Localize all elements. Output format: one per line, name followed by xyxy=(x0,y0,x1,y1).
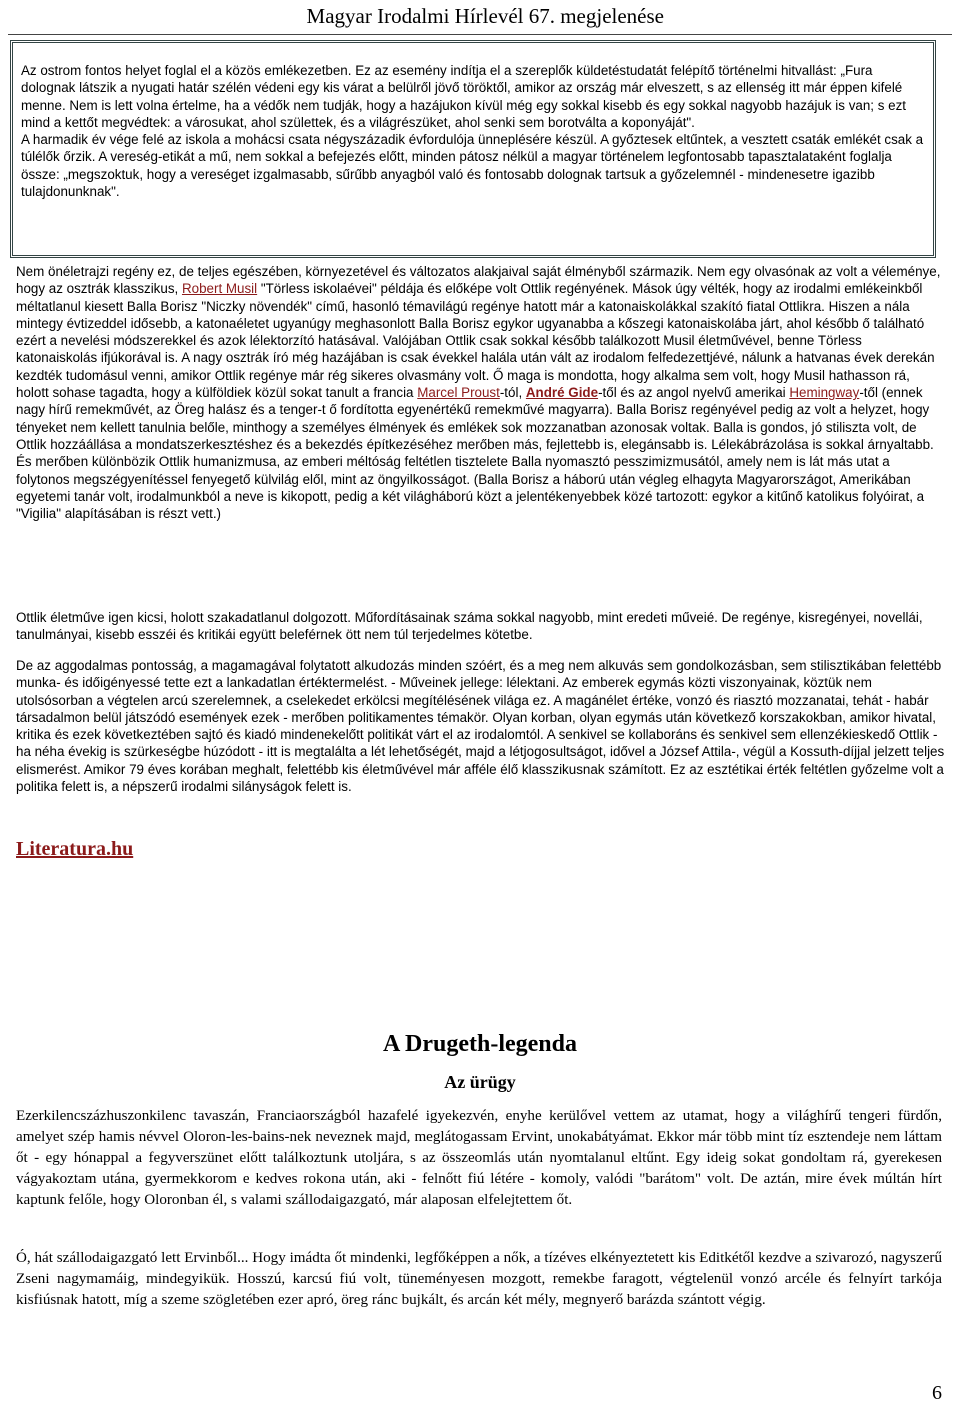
link-marcel-proust[interactable]: Marcel Proust xyxy=(417,385,500,401)
text-segment: -től (ennek nagy hírű remekművét, az Öreg halász és a tenger-t ő fordította egyenértékű remekművé magyarra). Balla Borisz regényével pedig az volt a helyzet, hogy tényeket nem kellett tanulnia belőle, minthogy a személyes élmények és emlékek sok mozzanatban azonosak voltak. Balla is gondos, jó stiliszta volt, de Ottlik hozzáállása a mondatszerkesztéshez és a bekezdés építkezéséhez merőben más, fejlettebb is, elegánsabb is. Lélekábrázolása is sokkal árnyaltabb. És merőben különbözik Ottlik humanizmusa, az emberi méltóság feltétlen tisztelete Balla nyomasztó pesszimizmusától, amely nem is lát más utat a folytonos megszégyenítéssel fenyegető külvilág elől, mint az öngyilkosságot. (Balla Borisz a háború után végleg elhagyta Magyarországot, Amerikában egyetemi tanár volt, irodalmunkból a neve is kikopott, pedig a két világháború közt a jelentékenyebbek közé tartozott: egykor a kitűnő katolikus folyóirat, a "Vigilia" alapításában is részt vett.) xyxy=(16,385,934,522)
paragraph-text: Ezerkilencszázhuszonkilenc tavaszán, Franciaországból hazafelé igyekezvén, enyhe kerülővel vettem az utamat, hogy a világhírű tengeri fürdőn, amelyet szép hamis névvel Oloron-les-bains-nek neveznek majd, meglátogassam Ervint, unokabátyámat. Ekkor már több mint tíz esztendeje nem láttam őt - egy hónappal a fegyverszünet előtt találkoztunk utoljára, s az összeomlás után nyomtalanul eltűnt. Egy ideig sokat gondoltam rá, gyerekesen vágyakoztam utána, gyermekkorom e kedves rokona után, aki - felnőtt fiú létére - komoly, valódi "barátom" volt. De aztán, mire évek múltán hírt kaptunk felőle, hogy Oloronban él, s valami szállodaigazgató, már alaposan elfelejtettem őt. xyxy=(16,1108,942,1208)
article-paragraph-3 xyxy=(16,657,946,795)
text-segment: -tól, xyxy=(499,385,526,401)
newsletter-header: Magyar Irodalmi Hírlevél 67. megjelenése xyxy=(306,4,664,28)
link-robert-musil[interactable]: Robert Musil xyxy=(181,281,258,297)
article-paragraph-1 xyxy=(16,263,946,522)
quote-paragraph-2: A harmadik év vége felé az iskola a mohácsi csata négyszázadik évfordulója ünneplésére készül. A győztesek eltűntek, a vesztett csaták emlékét csak a túlélők őrzik. A vereség-etikát a mű, nem sokkal a befejezés előtt, minden pátosz nélkül a magyar történelem legfontosabb tapasztalataként foglalja össze: „megszoktuk, hogy a vereséget izgalmasabb, sűrűbb anyagból való és fontosabb dolognak tartsuk a győzelemnél - mindenesetre igazibb tulajdonunknak". xyxy=(21,132,924,200)
story-paragraph-2 xyxy=(16,1248,942,1311)
header-divider xyxy=(8,34,952,35)
link-hemingway[interactable]: Hemingway xyxy=(789,385,860,401)
section-title: A Drugeth-legenda xyxy=(383,1031,577,1057)
article-paragraph-2 xyxy=(16,609,946,644)
text-segment: Nem önéletrajzi regény ez, de teljes egészében, környezetével és változatos alakjaival saját élményből származik. Nem egy olvasónak az volt a véleménye, hogy az osztrák klasszikus, xyxy=(16,264,941,297)
story-paragraph-1 xyxy=(16,1106,942,1211)
page-number: 6 xyxy=(932,1382,942,1404)
paragraph-text: De az aggodalmas pontosság, a magamagával folytatott alkudozás minden szóért, és a meg nem alkuvás sem gondolkozásban, sem stilisztikában felettébb munka- és időigényessé tette ezt a lankadatlan értéktermelést. - Műveinek jellege: lélektani. Az emberek egymás közti viszonyainak, köztük nem utolsósorban a végtelen arcú szerelemnek, a cselekedet erkölcsi megítélésének világa ez. A magánélet értéke, vonzó és riasztó mozzanatai, tehát - habár társadalmon belül játszódó események ezek - merőben politikamentes témakör. Olyan korban, olyan egymás után következő korszakokban, amikor hivatal, kritika és ezek következtében sajtó és kiadó mindenekelőtt politikát várt el az irodalomtól. A senkivel se kollaboráns és senkivel sem ellenzékieskedő Ottlik - ha néha évekig is szürkeségbe húzódott - itt is megtalálta a lét lehetőségét, majd a létjogosultságot, idővel a József Attila-, végül a Kossuth-díjjal jelzett teljes elismerést. Amikor 79 éves korában meghalt, felettébb kis életművével már afféle élő klasszikusnak számított. Ez az esztétikai érték feltétlen győzelme volt a politika felett is, a népszerű irodalmi silányságok felett is. xyxy=(16,658,945,795)
section-subtitle: Az ürügy xyxy=(444,1072,516,1092)
paragraph-text: Ottlik életműve igen kicsi, holott szakadatlanul dolgozott. Műfordításainak száma sokkal nagyobb, mint eredeti műveié. De regénye, kisregényei, novellái, tanulmányai, kisebb esszéi és kritikái együtt beleférnek ött nem túl terjedelmes kötetbe. xyxy=(16,610,923,643)
paragraph-text: Ó, hát szállodaigazgató lett Ervinből... Hogy imádta őt mindenki, legfőképpen a nők, a tízéves elkényeztetett kis Editkétől kezdve a szivarozó, nagyszerű Zseni nagymamáig, mindegyikük. Hosszú, karcsú fiú volt, tüneményesen mozgott, remekbe faragott, végtelenül vonzó arcéle és felnyírt tarkója kisfiúsnak hatott, míg a szeme szögletében ezer apró, öreg ránc bujkált, és arcán két mély, megnyerő barázda szántott végig. xyxy=(16,1250,942,1308)
link-andre-gide[interactable]: André Gide xyxy=(525,385,599,401)
source-link-literatura[interactable]: Literatura.hu xyxy=(16,838,134,860)
text-segment: "Törless iskolaévei" példája és előképe volt Ottlik regényének. Mások úgy vélték, hogy az irodalmi emlékeinkből méltatlanul kiesett Balla Borisz "Niczky növendék" című, hasonló témavilágú regénye hatott már a katonaiskolákkal szakító fiatal Ottlikra. Hiszen a nála mintegy évtizeddel idősebb, a katonaéletet ugyanúgy meghasonlott Balla Borisz egykor ugyanabba a kőszegi katonaiskolába járt, ahol később ő található ezért a nevelési módszerekkel és azok lélektorzító hatásával. Valójában Ottlik csak sokkal később találkozott Musil életművével, benne Törless katonaiskolás ifjúkorával is. A nagy osztrák író még hazájában is csak évekkel halála után vált az irodalom felfedezettjévé, nálunk a hatvanas évek derekán kezdték tudomásul venni, amikor Ottlik regénye már rég sikeres olvasmány volt. Ő maga is mondotta, hogy alkalma sem volt, hogy Musil hathasson rá, holott sohase tagadta, hogy a külföldiek közül sokat tanult a francia xyxy=(16,281,935,401)
quote-box xyxy=(10,40,936,258)
quote-paragraph-1: Az ostrom fontos helyet foglal el a közös emlékezetben. Ez az esemény indítja el a szereplők küldetéstudatát felépítő történelmi hitvallást: „Fura dolognak látszik a nyugati határ szélén védeni egy kis várat a belülről jövő töröktől, amikor az ország már elveszett, s az ellenség itt már éppen kifelé menne. Nem is lett volna értelme, ha a védők nem tudják, hogy a hazájukon kívül még egy sokkal kisebb és egy sokkal nagyobb hazájuk is van; s ezt mind a kettőt megvédtek: a városukat, ahol születtek, és a világrészüket, ahol senki sem borotválta a koponyáját". xyxy=(21,63,907,130)
text-segment: -től és az angol nyelvű amerikai xyxy=(598,385,790,401)
